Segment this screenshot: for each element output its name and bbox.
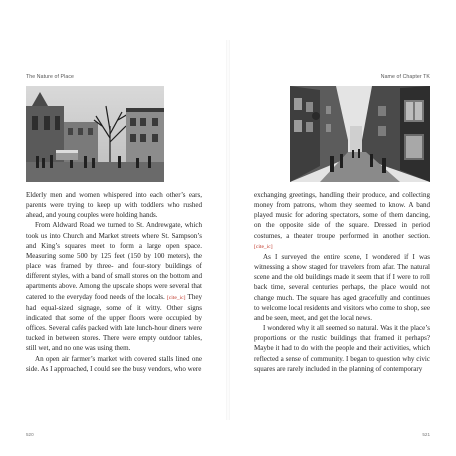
square-photo-illustration [26,86,164,182]
left-page-number: 520 [26,432,34,437]
paragraph: exchanging greetings, handling their produce, and collecting money from patrons, whom they seemed to know. A band played music for adoring spectators, some of them dancing, on the opposite side of the square. Dressed in period costumes, a theater troupe performed in another section. [cite_ic] [254,191,430,250]
right-running-head: Name of Chapter TK [380,74,430,80]
paragraph: I wondered why it all seemed so natural. Was it the place’s proportions or the rustic buildings that framed it perhaps? Maybe it had to do with the people and their activities, which reflected a sense of community. I began to question why civic squares are rarely included in the planning of contemporary [254,324,430,373]
paragraph: As I surveyed the entire scene, I wondered if I was witnessing a show staged for travelers from afar. The natural scene and the old buildings made it seem that if I were to roll back time, several centuries perhaps, the place would not change much. The square has aged gracefully and continues to welcome local residents and visitors who come to shop, see and be seen, meet, and get the local news. [254,252,430,322]
paragraph: From Aldward Road we turned to St. Andrewgate, which took us into Church and Market streets where St. Sampson’s and King’s squares meet to form a large open space. Measuring some 500 by 125 feet (150 by 100 meters), the place was framed by three- and four-story buildings of different styles, with a band of small stores on the bottom and apartments above. Among the upscale shops were several that catered to the everyday food needs of the locals. [cite_ic] They had equal-sized signage, some of it witty. Other signs indicated that some of the upper floors were occupied by offices. Several cafés packed with late lunch-hour diners were tucked in between stores. There were empty outdoor tables, still wet, and no one was using them. [26,221,202,353]
right-page [228,0,456,456]
right-photo-street-scene [290,86,430,182]
citation-marker: [cite_ic] [166,294,186,301]
right-page-number: 521 [422,432,430,437]
street-photo-illustration [290,86,430,182]
left-body-text [26,190,202,374]
right-body-text [254,190,430,374]
paragraph: An open air farmer’s market with covered stalls lined one side. As I approached, I could see the busy vendors, who were [26,354,202,373]
left-photo-square-scene [26,86,164,182]
left-running-head: The Nature of Place [26,74,75,80]
citation-marker: [cite_ic] [254,243,273,250]
paragraph: Elderly men and women whispered into each other’s ears, parents were trying to keep up with toddlers who rushed ahead, and young couples were holding hands. [26,191,202,220]
